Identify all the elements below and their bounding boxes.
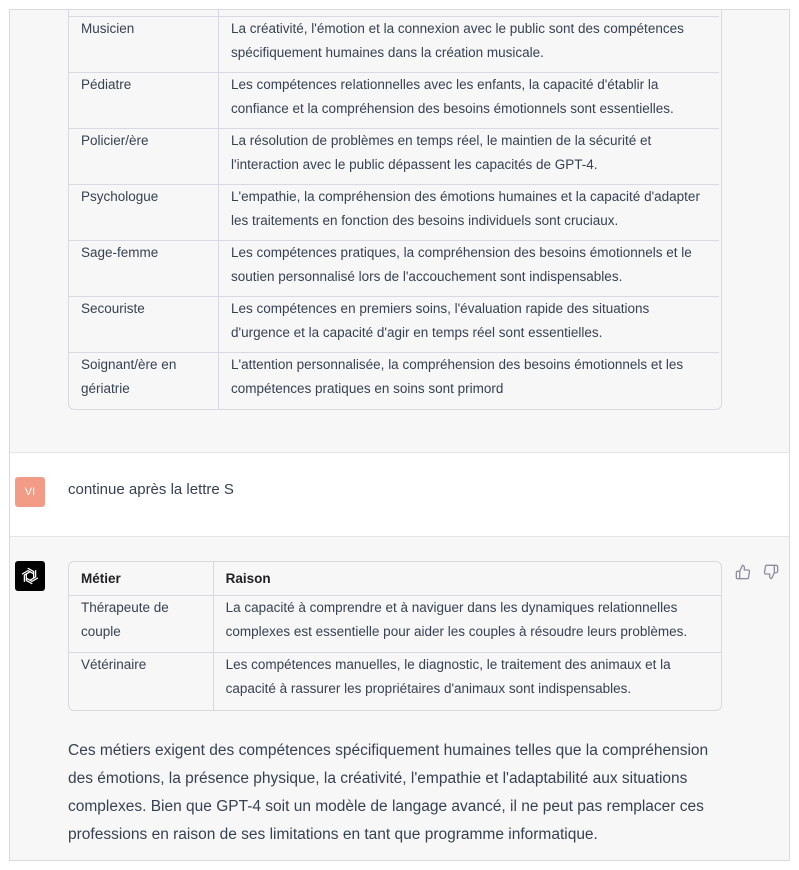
thumbs-up-icon[interactable] bbox=[735, 564, 751, 580]
jobs-table-1-grid bbox=[69, 9, 719, 409]
table-row-stub bbox=[69, 9, 719, 17]
closing-paragraph: Ces métiers exigent des compétences spécifiquement humaines telles que la compréhension des émotions, la présence physique, la créativité, l'empathie et l'adaptabilité aux situations complexes. Bien que GPT-4 soit un modèle de langage avancé, il ne peut pas remplacer ces professions en raison de ses limitations en tant que programme informatique. bbox=[68, 742, 709, 843]
job-cell: Soignant/ère en gériatrie bbox=[69, 353, 219, 409]
job-cell: Sage-femme bbox=[69, 241, 219, 297]
column-header-job: Métier bbox=[69, 562, 214, 596]
reason-cell: L'attention personnalisée, la compréhension des besoins émotionnels et les compétences pratiques en soins sont primord bbox=[231, 357, 684, 396]
jobs-table-1 bbox=[68, 9, 722, 410]
reason-cell: La résolution de problèmes en temps réel, le maintien de la sécurité et l'interaction avec le public dépassent les capacités de GPT-4. bbox=[219, 129, 719, 185]
reason-cell: Les compétences pratiques, la compréhension des besoins émotionnels et le soutien personnalisé lors de l'accouchement sont indispensables. bbox=[219, 241, 719, 297]
table-row bbox=[69, 185, 719, 241]
assistant-message-2 bbox=[10, 537, 789, 861]
jobs-table-2-grid bbox=[69, 562, 721, 710]
openai-logo-icon bbox=[19, 565, 41, 587]
table-row bbox=[69, 241, 719, 297]
table-row bbox=[69, 73, 719, 129]
chat-window bbox=[9, 9, 790, 861]
assistant-message-1 bbox=[10, 10, 789, 452]
reason-cell: Les compétences manuelles, le diagnostic, le traitement des animaux et la capacité à rassurer les propriétaires d'animaux sont indispensables. bbox=[225, 657, 671, 696]
feedback-buttons bbox=[735, 564, 779, 580]
table-row bbox=[69, 596, 721, 653]
table-row bbox=[69, 129, 719, 185]
job-cell: Policier/ère bbox=[69, 129, 219, 185]
job-cell: Psychologue bbox=[69, 185, 219, 241]
reason-cell: L'empathie, la compréhension des émotions humaines et la capacité d'adapter les traitements en fonction des besoins individuels sont cruciaux. bbox=[219, 185, 719, 241]
reason-cell: La créativité, l'émotion et la connexion avec le public sont des compétences spécifiquement humaines dans la création musicale. bbox=[219, 17, 719, 73]
reason-cell: Les compétences relationnelles avec les enfants, la capacité d'établir la confiance et la compréhension des besoins émotionnels sont essentielles. bbox=[219, 73, 719, 129]
thumbs-down-icon[interactable] bbox=[763, 564, 779, 580]
user-avatar-initials: VI bbox=[24, 486, 36, 498]
table-row bbox=[69, 297, 719, 353]
assistant-avatar bbox=[15, 561, 45, 591]
user-message bbox=[10, 452, 789, 537]
job-cell: Secouriste bbox=[69, 297, 219, 353]
column-header-reason: Raison bbox=[214, 562, 721, 596]
table-row bbox=[69, 653, 721, 710]
user-message-text: continue après la lettre S bbox=[68, 481, 234, 498]
job-cell: Musicien bbox=[69, 17, 219, 73]
table-header-row bbox=[69, 562, 721, 596]
reason-cell: Les compétences en premiers soins, l'évaluation rapide des situations d'urgence et la capacité d'agir en temps réel sont essentielles. bbox=[219, 297, 719, 353]
jobs-table-2 bbox=[68, 561, 722, 711]
user-avatar bbox=[15, 477, 45, 507]
job-cell: Vétérinaire bbox=[69, 653, 214, 710]
job-cell: Pédiatre bbox=[69, 73, 219, 129]
reason-cell: La capacité à comprendre et à naviguer dans les dynamiques relationnelles complexes est essentielle pour aider les couples à résoudre leurs problèmes. bbox=[214, 596, 721, 653]
job-cell: Thérapeute de couple bbox=[69, 596, 214, 653]
table-row bbox=[69, 353, 719, 409]
table-row bbox=[69, 17, 719, 73]
